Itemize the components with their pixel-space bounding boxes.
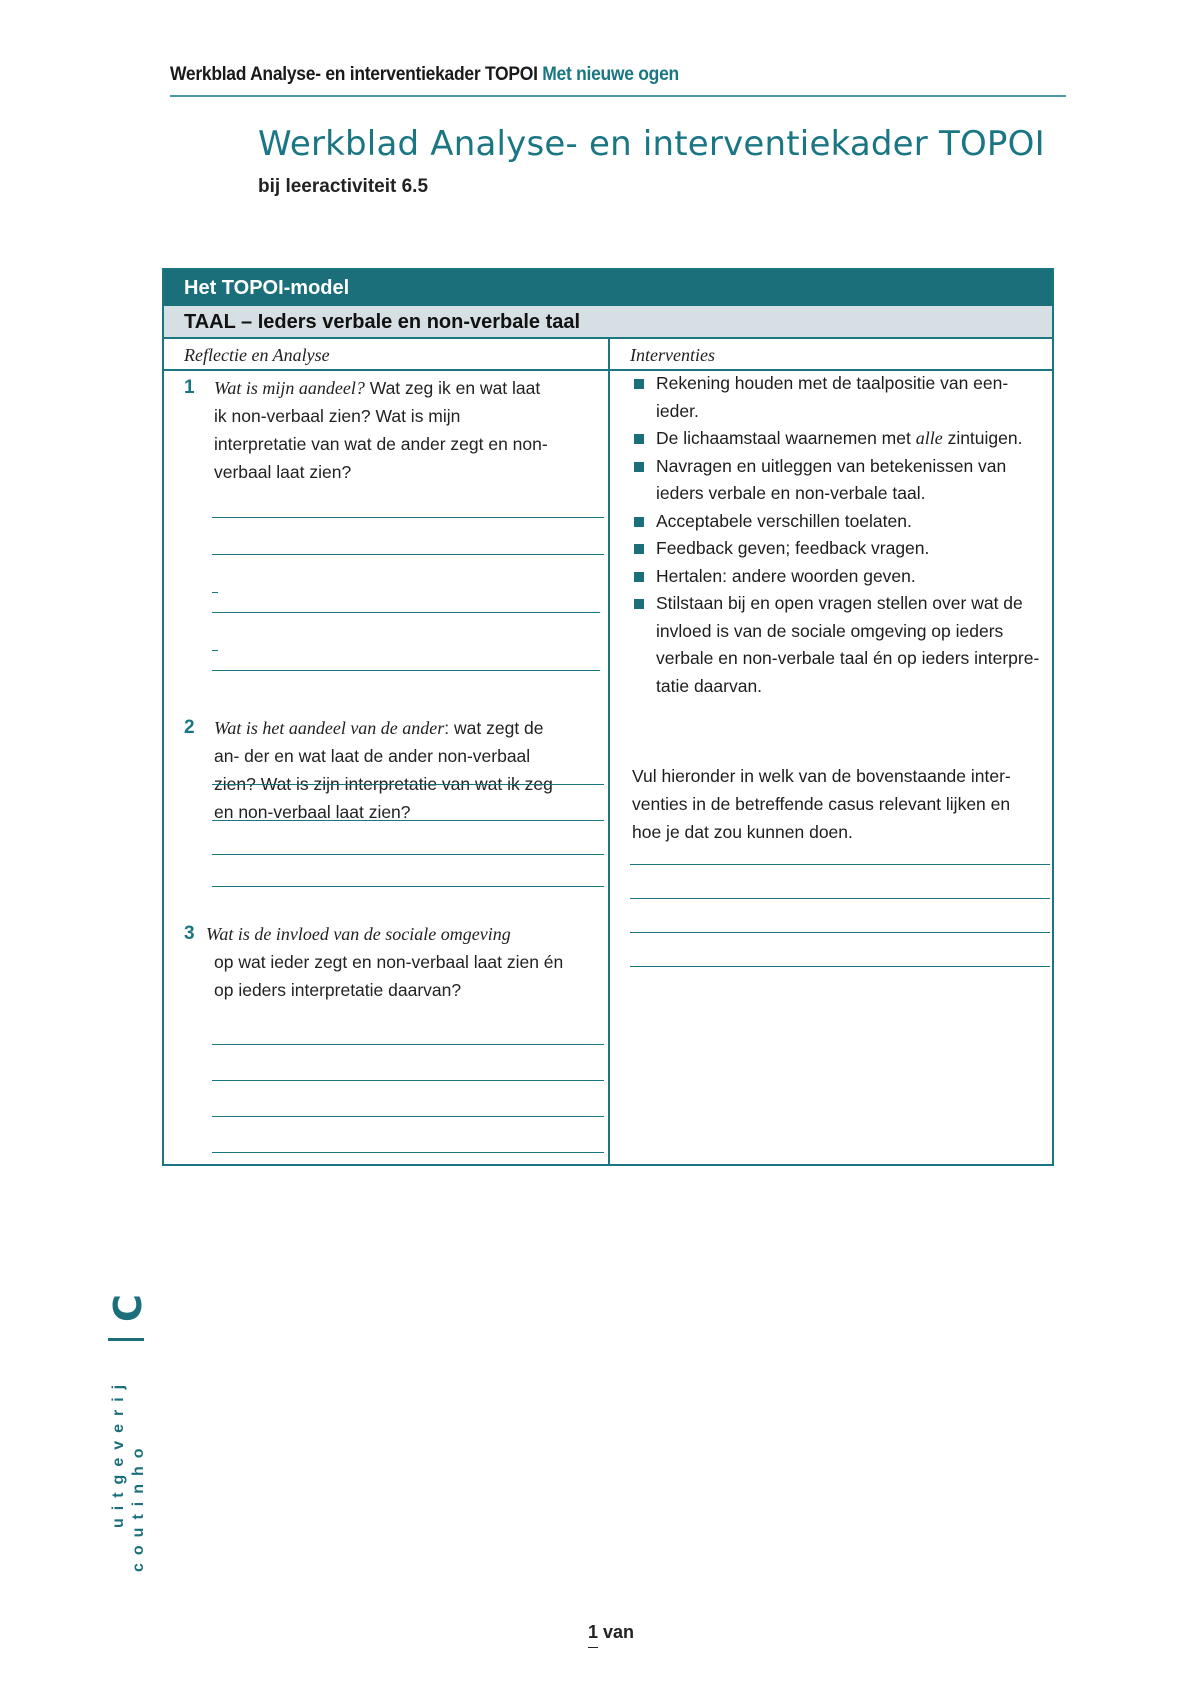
answer-line-q2-1[interactable] xyxy=(212,784,604,785)
list-item: Stilstaan bij en open vragen stellen over wat de invloed is van de sociale omgeving op ieders verbale en non-verbale taal én op ieders interpre- tatie daarvan. xyxy=(632,590,1042,700)
answer-line-q1-2[interactable] xyxy=(212,554,604,555)
bullet-square-icon xyxy=(634,434,644,444)
question-text: : wat zegt de an- der en wat laat de ander non-verbaal zien? Wat is zijn interpretatie van wat ik zeg en non-verbaal laat zien? xyxy=(214,718,553,822)
bullet-square-icon xyxy=(634,462,644,472)
line-marker xyxy=(212,592,218,593)
question-2 xyxy=(184,714,554,826)
bullet-square-icon xyxy=(634,517,644,527)
list-item: Hertalen: andere woorden geven. xyxy=(632,563,1042,591)
table-header: Het TOPOI-model xyxy=(164,270,1052,306)
list-item: Feedback geven; feedback vragen. xyxy=(632,535,1042,563)
question-1 xyxy=(184,374,554,486)
column-header-reflection: Reflectie en Analyse xyxy=(164,339,608,371)
header-rule xyxy=(170,95,1066,97)
instruction-text: Vul hieronder in welk van de bovenstaande inter- venties in de betreffende casus relevant lijken en hoe je dat zou kunnen doen. xyxy=(632,766,1011,842)
running-header xyxy=(170,64,994,86)
answer-line-q3-2[interactable] xyxy=(212,1080,604,1081)
answer-line-interventions-3[interactable] xyxy=(630,932,1050,933)
question-number: 3 xyxy=(184,923,195,944)
answer-line-q2-2[interactable] xyxy=(212,820,604,821)
question-3 xyxy=(184,920,566,1004)
answer-line-interventions-1[interactable] xyxy=(630,864,1050,865)
page-number-suffix: van xyxy=(603,1622,635,1642)
answer-line-q1-4[interactable] xyxy=(212,670,600,671)
interventions-list xyxy=(632,370,1042,700)
logo-line-1: uitgeverij xyxy=(110,1376,127,1528)
bullet-square-icon xyxy=(634,599,644,609)
line-marker xyxy=(212,650,218,651)
bullet-square-icon xyxy=(634,544,644,554)
question-text: op wat ieder zegt en non-verbaal laat zien én op ieders interpretatie daarvan? xyxy=(214,952,564,1000)
answer-line-interventions-4[interactable] xyxy=(630,966,1050,967)
column-divider xyxy=(608,339,610,1164)
answer-line-q3-4[interactable] xyxy=(212,1152,604,1153)
question-lead: Wat is het aandeel van de ander xyxy=(214,718,445,738)
question-lead: Wat is de invloed van de sociale omgeving xyxy=(206,924,511,944)
list-item: De lichaamstaal waarnemen met alle zintuigen. xyxy=(632,425,1042,453)
list-item: Rekening houden met de taalpositie van een- ieder. xyxy=(632,370,1042,425)
page-subtitle: bij leeractiviteit 6.5 xyxy=(258,176,429,197)
list-item: Navragen en uitleggen van betekenissen van ieders verbale en non-verbale taal. xyxy=(632,453,1042,508)
question-lead: Wat is mijn aandeel? xyxy=(214,378,365,398)
question-number: 2 xyxy=(184,717,195,738)
topoi-table xyxy=(162,268,1054,1166)
logo-line-2: coutinho xyxy=(130,1440,147,1572)
logo-divider xyxy=(108,1338,144,1341)
publisher-logo xyxy=(100,1290,160,1590)
table-subheader: TAAL – Ieders verbale en non-verbale taal xyxy=(164,306,1052,339)
question-text: Wat zeg ik en wat laat ik non-verbaal zien? Wat is mijn interpretatie van wat de ander zegt en non-verbaal laat zien? xyxy=(214,378,548,482)
answer-line-q2-3[interactable] xyxy=(212,854,604,855)
running-header-title: Werkblad Analyse- en interventiekader TOPOI xyxy=(170,64,538,85)
logo-letter: C xyxy=(106,1294,150,1322)
bullet-square-icon xyxy=(634,379,644,389)
page-number xyxy=(588,1622,634,1643)
answer-line-interventions-2[interactable] xyxy=(630,898,1050,899)
answer-line-q3-1[interactable] xyxy=(212,1044,604,1045)
answer-line-q1-3[interactable] xyxy=(212,612,600,613)
bullet-square-icon xyxy=(634,572,644,582)
page-title: Werkblad Analyse- en interventiekader TOPOI xyxy=(258,124,1045,164)
list-item: Acceptabele verschillen toelaten. xyxy=(632,508,1042,536)
answer-line-q3-3[interactable] xyxy=(212,1116,604,1117)
running-header-accent: Met nieuwe ogen xyxy=(542,64,679,85)
answer-line-q1-1[interactable] xyxy=(212,517,604,518)
question-number: 1 xyxy=(184,377,195,398)
column-header-interventions: Interventies xyxy=(610,339,1052,371)
answer-line-q2-4[interactable] xyxy=(212,886,604,887)
page-number-value: 1 xyxy=(588,1622,599,1642)
